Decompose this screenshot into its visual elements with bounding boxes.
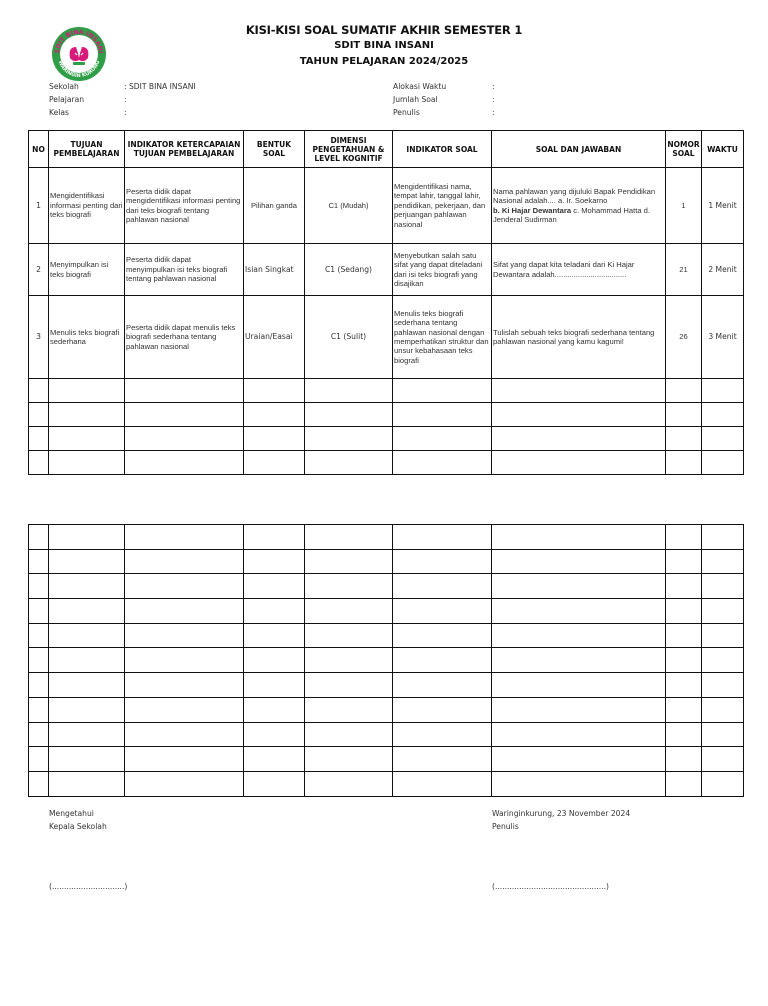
- empty-row: [29, 648, 744, 673]
- header-indikator-soal: INDIKATOR SOAL: [393, 131, 492, 168]
- empty-row: [29, 379, 744, 403]
- cell-no: 2: [29, 244, 49, 296]
- cell-level: C1 (Sulit): [305, 296, 393, 379]
- empty-row: [29, 697, 744, 722]
- cell-level: C1 (Mudah): [305, 168, 393, 244]
- document-title: KISI-KISI SOAL SUMATIF AKHIR SEMESTER 1: [245, 23, 523, 37]
- footer-mengetahui: Mengetahui: [49, 809, 94, 818]
- header-soal-jawaban: SOAL DAN JAWABAN: [492, 131, 666, 168]
- info-value: :: [124, 95, 127, 104]
- table-row: [29, 244, 744, 296]
- info-label: Alokasi Waktu: [393, 82, 447, 91]
- cell-no: 3: [29, 296, 49, 379]
- header-dimensi-line1: DIMENSI: [330, 135, 367, 145]
- logo-top-text: SDIT BINA INSANI: [53, 28, 105, 54]
- empty-row: [29, 427, 744, 451]
- empty-row: [29, 451, 744, 475]
- info-label: Kelas: [49, 108, 69, 117]
- header-tujuan-line1: TUJUAN: [70, 140, 103, 149]
- cell-waktu: 3 Menit: [702, 296, 744, 379]
- cell-nomor: 1: [666, 168, 702, 244]
- empty-row: [29, 673, 744, 698]
- cell-bentuk: Pilihan ganda: [244, 168, 305, 244]
- header-dimensi-line3: LEVEL KOGNITIF: [314, 153, 383, 163]
- cell-waktu: 1 Menit: [702, 168, 744, 244]
- table-row: [29, 168, 744, 244]
- cell-level: C1 (Sedang): [305, 244, 393, 296]
- empty-row: [29, 722, 744, 747]
- info-value: : SDIT BINA INSANI: [124, 82, 196, 91]
- empty-row: [29, 403, 744, 427]
- cell-indikator-tp: Peserta didik dapat menulis teks biografi sederhana tentang pahlawan nasional: [125, 296, 244, 379]
- cell-tujuan: Menulis teks biografi sederhana: [49, 296, 125, 379]
- info-value: :: [492, 95, 495, 104]
- info-value: :: [492, 108, 495, 117]
- kisi-kisi-table: [28, 130, 744, 475]
- cell-soal-jawaban: Tulislah sebuah teks biografi sederhana tentang pahlawan nasional yang kamu kagumi!: [492, 296, 666, 379]
- cell-indikator-soal: Menulis teks biografi sederhana tentang pahlawan nasional dengan memperhatikan struktur dan unsur kebahasaan teks biografi: [393, 296, 492, 379]
- logo-bottom-text: WARINGIN KURUNG: [56, 59, 102, 80]
- cell-waktu: 2 Menit: [702, 244, 744, 296]
- cell-soal-jawaban: [492, 168, 666, 244]
- table-header-row: [29, 131, 744, 168]
- cell-indikator-tp: Peserta didik dapat mengidentifikasi informasi penting dari teks biografi tentang pahlawan nasional: [125, 168, 244, 244]
- header-nomor: [666, 131, 702, 168]
- cell-soal-jawaban: Sifat yang dapat kita teladani dari Ki Hajar Dewantara adalah..................................: [492, 244, 666, 296]
- empty-row: [29, 599, 744, 624]
- footer-kepala-sekolah: Kepala Sekolah: [49, 822, 107, 831]
- header-dimensi: [305, 131, 393, 168]
- info-label: Pelajaran: [49, 95, 85, 104]
- header-bentuk: BENTUK SOAL: [244, 131, 305, 168]
- empty-row: [29, 623, 744, 648]
- header-waktu: WAKTU: [702, 131, 744, 168]
- header-tujuan-line2: PEMBELAJARAN: [53, 149, 120, 158]
- empty-row: [29, 549, 744, 574]
- info-value: :: [124, 108, 127, 117]
- cell-tujuan: Menyimpulkan isi teks biografi: [49, 244, 125, 296]
- school-name: SDIT BINA INSANI: [334, 40, 434, 51]
- header-dimensi-line2: PENGETAHUAN &: [312, 144, 385, 154]
- empty-row: [29, 747, 744, 772]
- empty-grid-table: [28, 524, 744, 797]
- header-indikator-tp-line1: INDIKATOR KETERCAPAIAN: [127, 140, 241, 149]
- header-tujuan: [49, 131, 125, 168]
- footer-right-signature: (..............................................): [492, 882, 609, 891]
- info-label: Jumlah Soal: [393, 95, 438, 104]
- header-indikator-tp: [125, 131, 244, 168]
- cell-indikator-soal: Menyebutkan salah satu sifat yang dapat diteladani dari isi teks biografi yang disajikan: [393, 244, 492, 296]
- header-indikator-tp-line2: TUJUAN PEMBELAJARAN: [133, 149, 235, 158]
- cell-tujuan: Mengidentifikasi informasi penting dari teks biografi: [49, 168, 125, 244]
- header-nomor-line1: NOMOR: [667, 140, 700, 149]
- info-label: Penulis: [393, 108, 420, 117]
- info-value: :: [492, 82, 495, 91]
- footer-place-date: Waringinkurung, 23 November 2024: [492, 809, 631, 818]
- soal-text: Nama pahlawan yang dijuluki Bapak Pendidikan Nasional adalah.... a. Ir. Soekarno: [493, 186, 656, 206]
- empty-row: [29, 574, 744, 599]
- cell-nomor: 21: [666, 244, 702, 296]
- cell-indikator-tp: Peserta didik dapat menyimpulkan isi teks biografi tentang pahlawan nasional: [125, 244, 244, 296]
- cell-bentuk: Isian Singkat: [244, 244, 305, 296]
- footer-left-signature: (..............................): [49, 882, 128, 891]
- academic-year: TAHUN PELAJARAN 2024/2025: [299, 56, 469, 67]
- soal-options: c. Mohammad Hatta d. Jenderal Sudirman: [493, 205, 651, 224]
- footer-penulis: Penulis: [492, 822, 519, 831]
- header-no: NO: [29, 131, 49, 168]
- empty-row: [29, 771, 744, 796]
- cell-bentuk: Uraian/Easai: [244, 296, 305, 379]
- cell-nomor: 26: [666, 296, 702, 379]
- empty-row: [29, 525, 744, 550]
- info-label: Sekolah: [49, 82, 79, 91]
- cell-indikator-soal: Mengidentifikasi nama, tempat lahir, tanggal lahir, pendidikan, pekerjaan, dan perjuangan pahlawan nasional: [393, 168, 492, 244]
- soal-answer: b. Ki Hajar Dewantara: [493, 205, 572, 215]
- table-row: [29, 296, 744, 379]
- header-nomor-line2: SOAL: [672, 149, 695, 158]
- cell-no: 1: [29, 168, 49, 244]
